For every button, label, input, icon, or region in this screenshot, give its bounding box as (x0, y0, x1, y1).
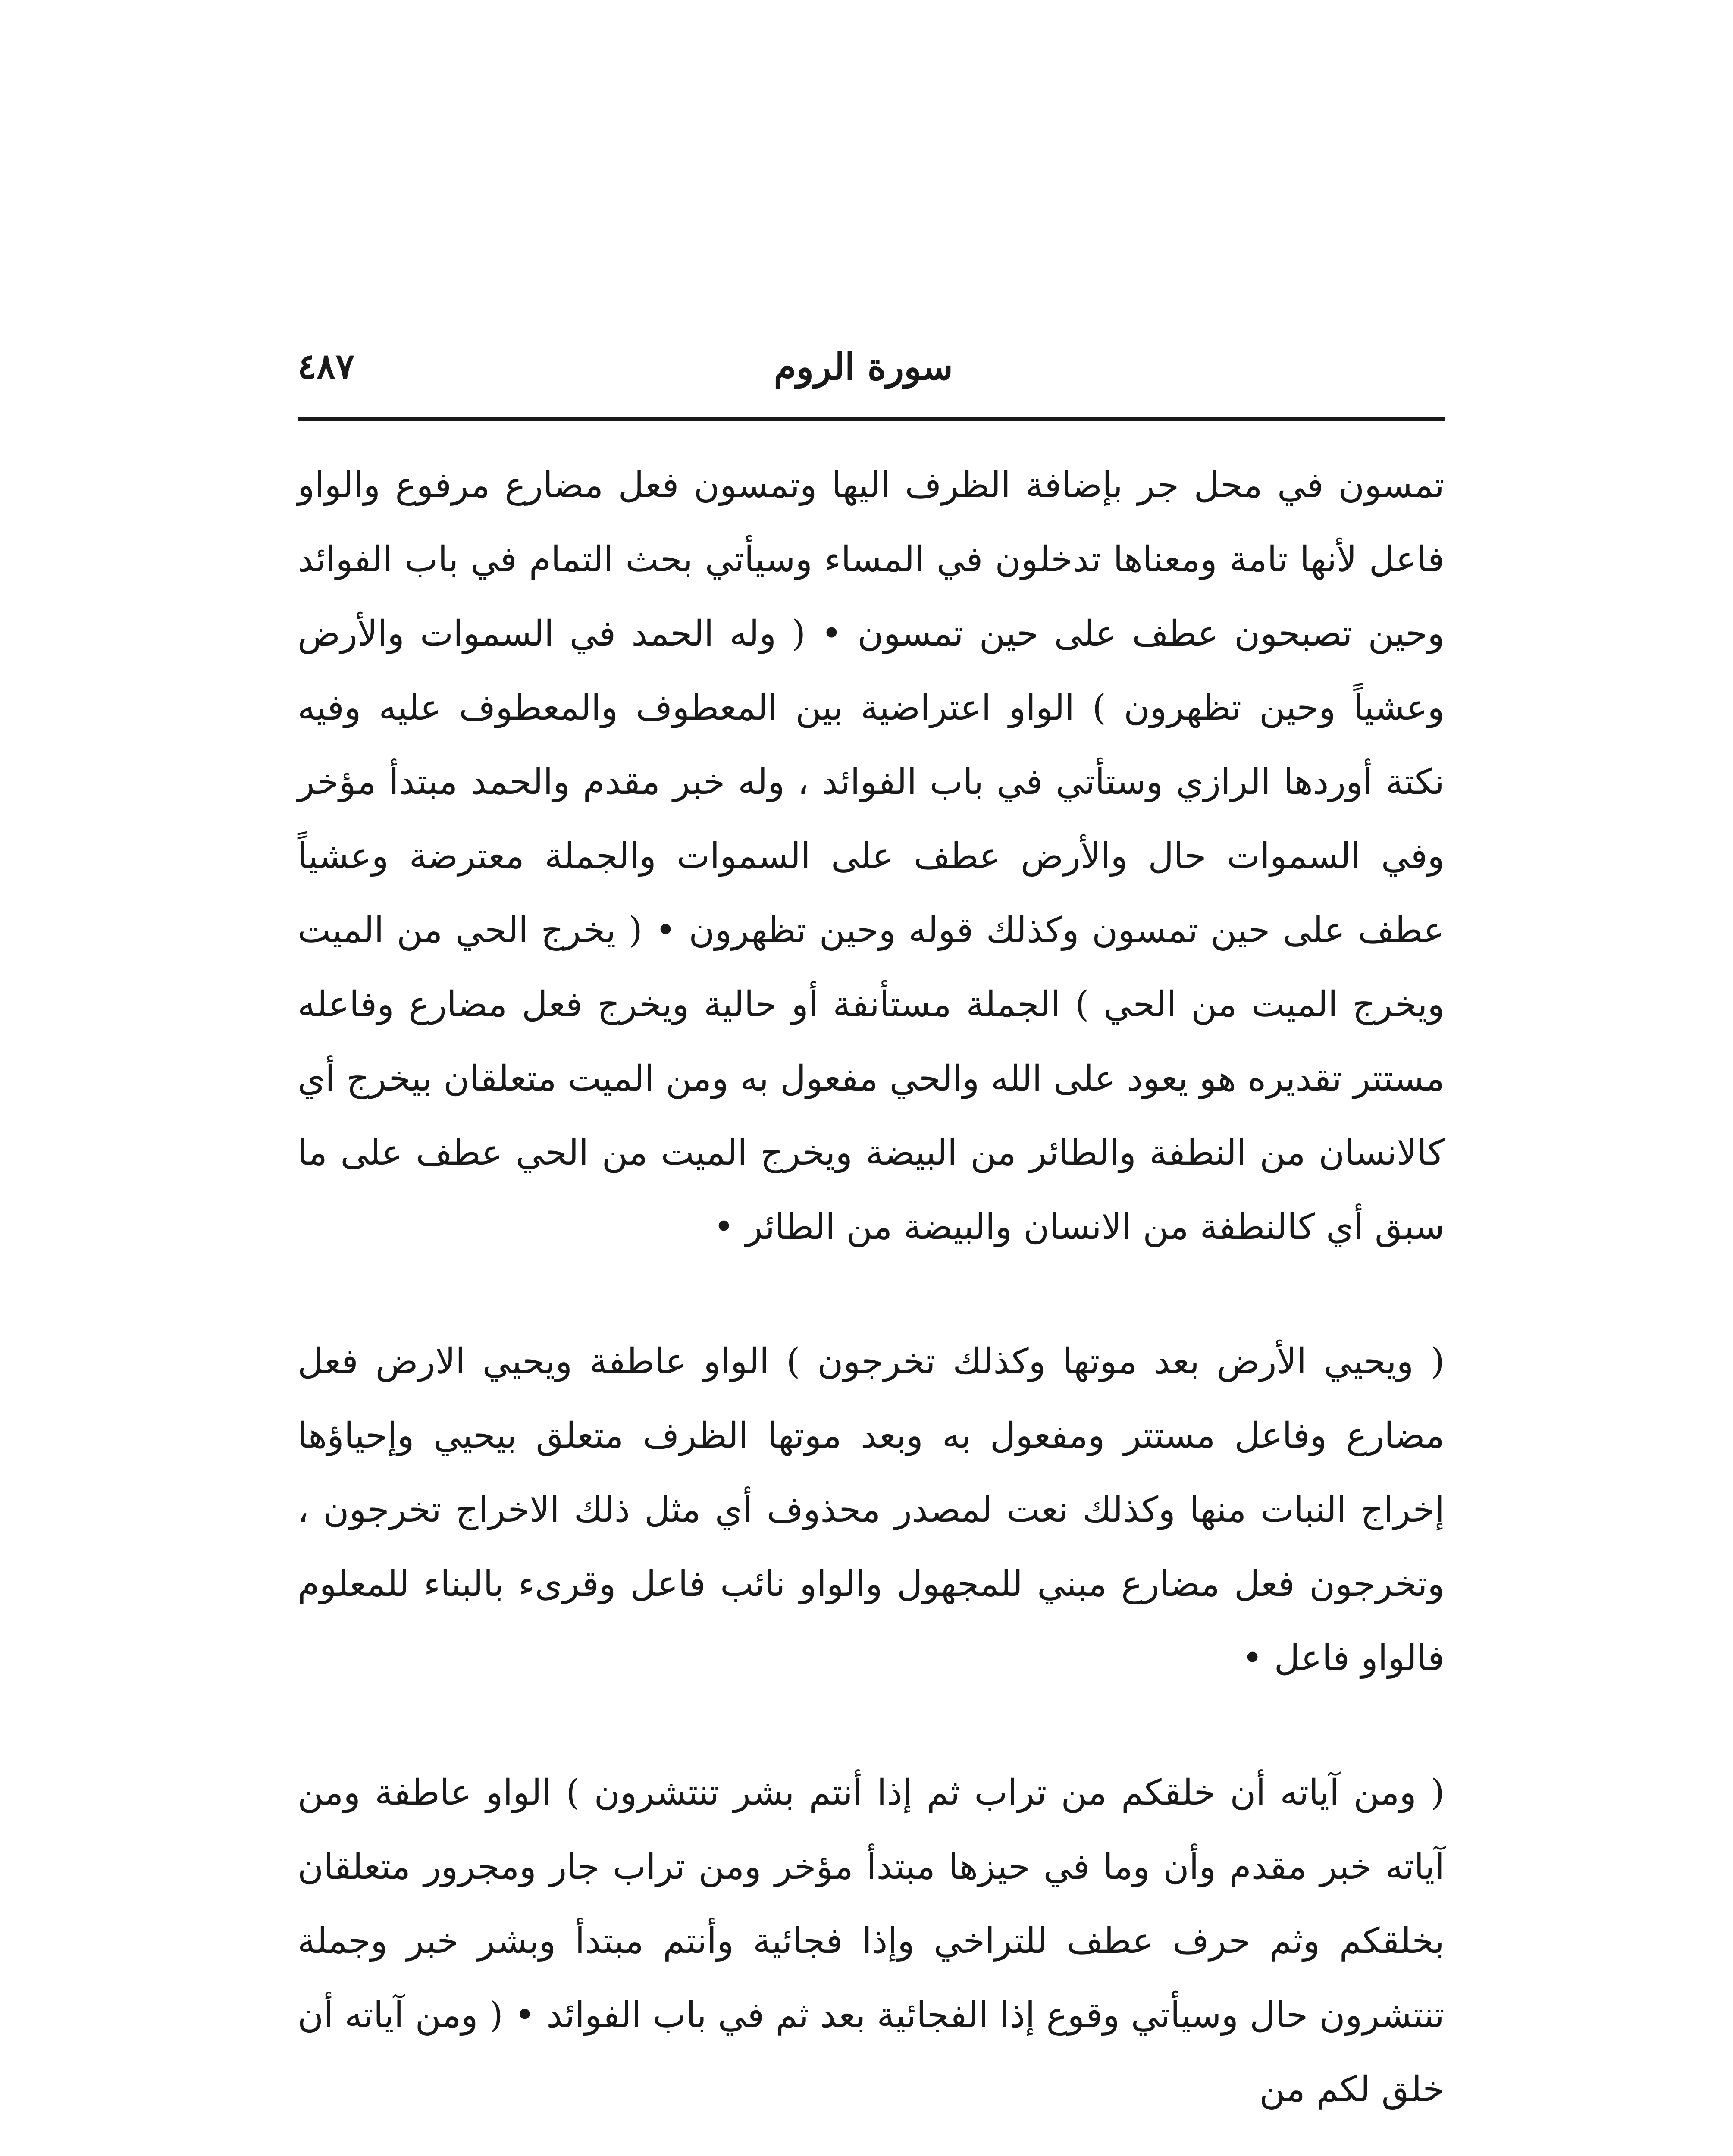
page-number: ٤٨٧ (298, 346, 355, 387)
header-rule (298, 417, 1445, 421)
paragraph: تمسون في محل جر بإضافة الظرف اليها وتمسون فعل مضارع مرفوع والواو فاعل لأنها تامة ومعناها تدخلون في المساء وسيأتي بحث التمام في باب الفوائد وحين تصبحون عطف على حين تمسون • ( وله الحمد في السموات والأرض وعشياً وحين تظهرون ) الواو اعتراضية بين المعطوف والمعطوف عليه وفيه نكتة أوردها الرازي وستأتي في باب الفوائد ، وله خبر مقدم والحمد مبتدأ مؤخر وفي السموات حال والأرض عطف على السموات والجملة معترضة وعشياً عطف على حين تمسون وكذلك قوله وحين تظهرون • ( يخرج الحي من الميت ويخرج الميت من الحي ) الجملة مستأنفة أو حالية ويخرج فعل مضارع وفاعله مستتر تقديره هو يعود على الله والحي مفعول به ومن الميت متعلقان بيخرج أي كالانسان من النطفة والطائر من البيضة ويخرج الميت من الحي عطف على ما سبق أي كالنطفة من الانسان والبيضة من الطائر • (298, 465, 1445, 1247)
running-title: سورة الروم (774, 345, 953, 388)
paragraph: ( ويحيي الأرض بعد موتها وكذلك تخرجون ) الواو عاطفة ويحيي الارض فعل مضارع وفاعل مستتر ومفعول به وبعد موتها الظرف متعلق بيحيي وإحياؤها إخراج النبات منها وكذلك نعت لمصدر محذوف أي مثل ذلك الاخراج تخرجون ، وتخرجون فعل مضارع مبني للمجهول والواو نائب فاعل وقرىء بالبناء للمعلوم فالواو فاعل • (298, 1341, 1445, 1679)
body-text (298, 448, 1445, 2127)
paragraph: ( ومن آياته أن خلقكم من تراب ثم إذا أنتم بشر تنتشرون ) الواو عاطفة ومن آياته خبر مقدم وأن وما في حيزها مبتدأ مؤخر ومن تراب جار ومجرور متعلقان بخلقكم وثم حرف عطف للتراخي وإذا فجائية وأنتم مبتدأ وبشر خبر وجملة تنتشرون حال وسيأتي وقوع إذا الفجائية بعد ثم في باب الفوائد • ( ومن آياته أن خلق لكم من (298, 1772, 1445, 2110)
page-header (298, 341, 1445, 392)
